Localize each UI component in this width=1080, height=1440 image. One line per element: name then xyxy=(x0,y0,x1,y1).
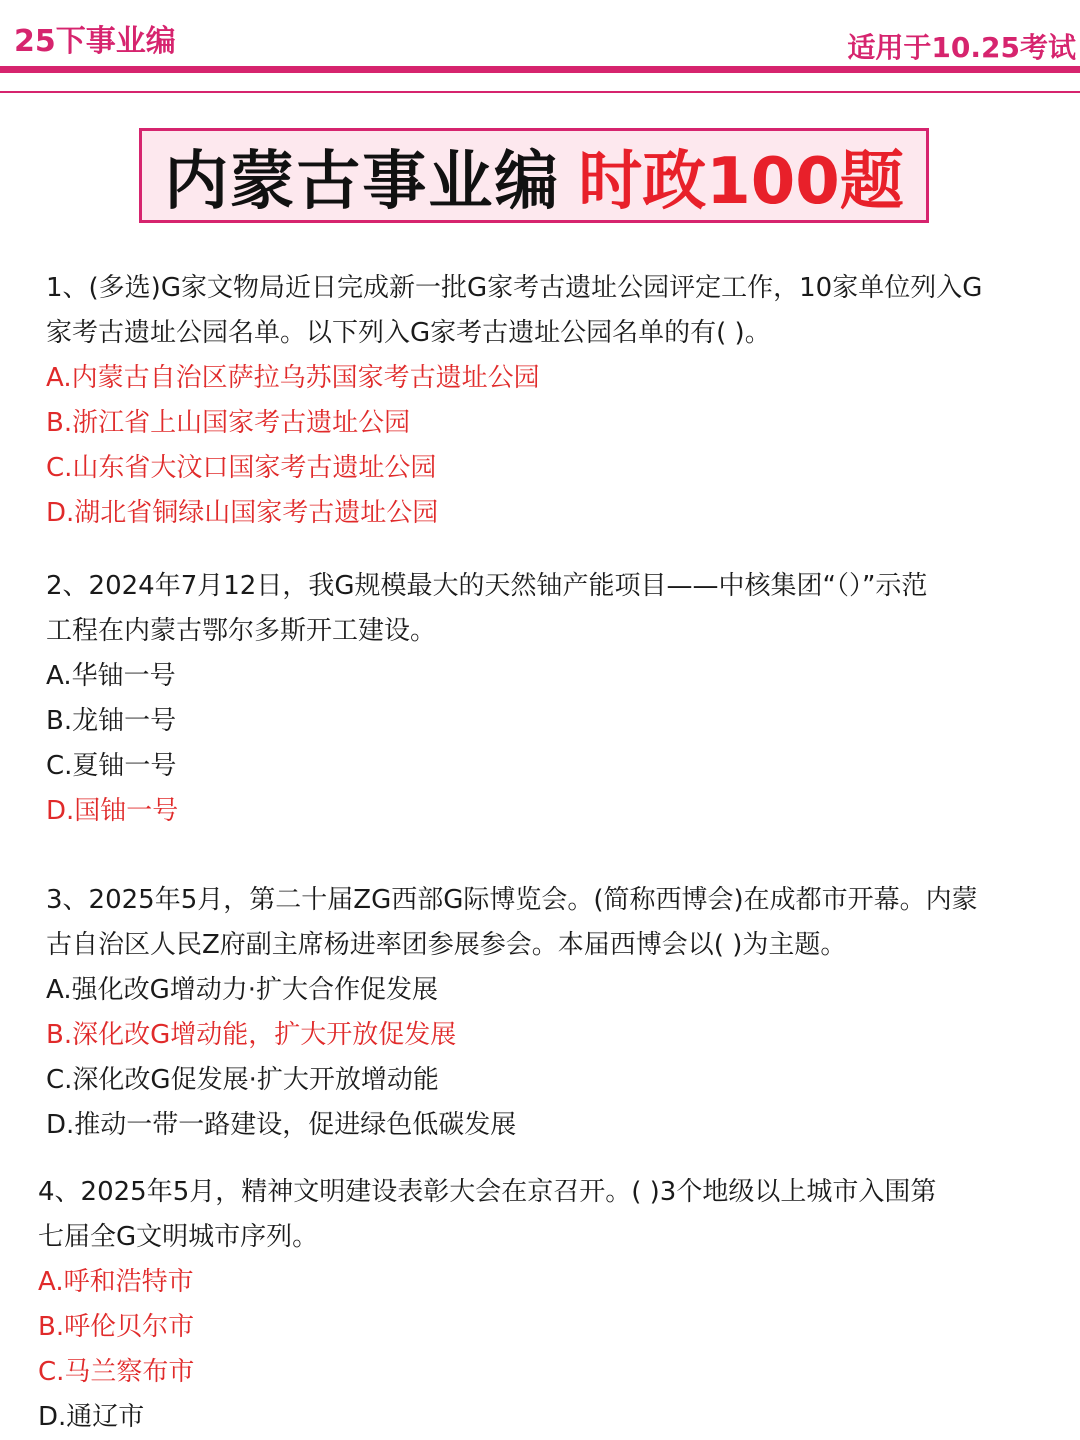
question-3-stem-line1: 3、2025年5月，第二十届ZG西部G际博览会。(简称西博会)在成都市开幕。内蒙 xyxy=(46,885,978,915)
question-3-option-c: C.深化改G促发展·扩大开放增动能 xyxy=(46,1065,439,1095)
question-1-option-d: D.湖北省铜绿山国家考古遗址公园 xyxy=(46,498,439,528)
question-4-option-a: A.呼和浩特市 xyxy=(38,1267,194,1297)
header-right-tag: 适用于10.25考试 xyxy=(847,31,1076,64)
question-2-option-b: B.龙铀一号 xyxy=(46,706,177,736)
question-4-stem-line1: 4、2025年5月，精神文明建设表彰大会在京召开。( )3个地级以上城市入围第 xyxy=(38,1177,937,1207)
question-3 xyxy=(46,878,978,1148)
header-left-tag: 25下事业编 xyxy=(14,24,176,59)
title-highlight: 时政100题 xyxy=(578,144,904,219)
header-divider-thin xyxy=(0,91,1080,93)
question-3-option-a: A.强化改G增动力·扩大合作促发展 xyxy=(46,975,439,1005)
question-1 xyxy=(46,266,982,536)
question-4-option-c: C.马兰察布市 xyxy=(38,1357,195,1387)
question-3-stem-line2: 古自治区人民Z府副主席杨进率团参展参会。本届西博会以( )为主题。 xyxy=(46,930,847,960)
question-4-stem-line2: 七届全G文明城市序列。 xyxy=(38,1222,319,1252)
title-main: 内蒙古事业编 xyxy=(164,144,561,219)
question-3-option-b: B.深化改G增动能，扩大开放促发展 xyxy=(46,1020,457,1050)
question-1-stem-line2: 家考古遗址公园名单。以下列入G家考古遗址公园名单的有( )。 xyxy=(46,318,771,348)
question-1-option-a: A.内蒙古自治区萨拉乌苏国家考古遗址公园 xyxy=(46,363,540,393)
question-2 xyxy=(46,564,927,834)
question-2-option-c: C.夏铀一号 xyxy=(46,751,177,781)
title-box xyxy=(139,128,929,223)
question-2-option-d: D.国铀一号 xyxy=(46,796,179,826)
question-4-option-d: D.通辽市 xyxy=(38,1402,145,1432)
question-3-option-d: D.推动一带一路建设，促进绿色低碳发展 xyxy=(46,1110,517,1140)
question-4 xyxy=(38,1170,936,1440)
question-1-stem-line1: 1、(多选)G家文物局近日完成新一批G家考古遗址公园评定工作，10家单位列入G xyxy=(46,273,983,303)
question-2-stem-line1: 2、2024年7月12日，我G规模最大的天然铀产能项目——中核集团“（）”示范 xyxy=(46,571,928,601)
question-4-option-b: B.呼伦贝尔市 xyxy=(38,1312,195,1342)
question-2-option-a: A.华铀一号 xyxy=(46,661,176,691)
question-2-stem-line2: 工程在内蒙古鄂尔多斯开工建设。 xyxy=(46,616,437,646)
header-divider-thick xyxy=(0,66,1080,73)
question-1-option-b: B.浙江省上山国家考古遗址公园 xyxy=(46,408,411,438)
question-1-option-c: C.山东省大汶口国家考古遗址公园 xyxy=(46,453,437,483)
